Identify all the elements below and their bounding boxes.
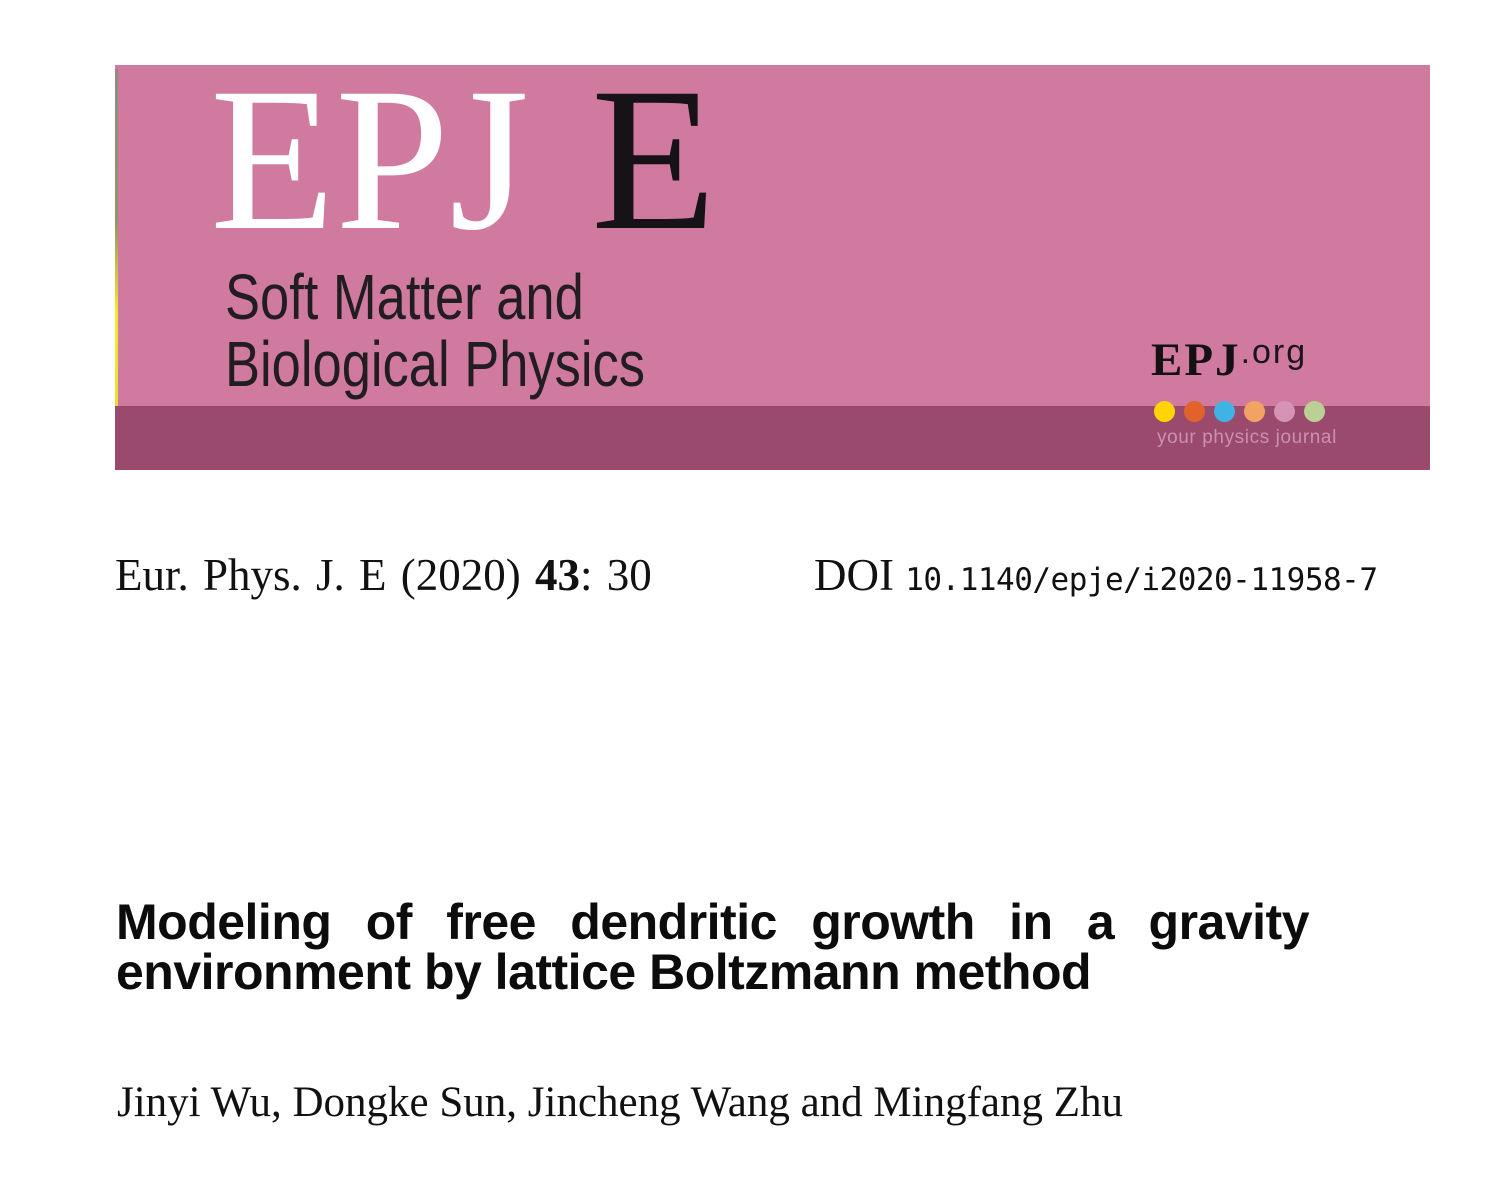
epj-wordmark-series-e: E xyxy=(591,46,717,273)
banner-subtitle xyxy=(225,261,737,400)
epj-org-dot xyxy=(1154,401,1175,422)
banner-subtitle-line1: Soft Matter and xyxy=(225,261,584,333)
doi-value: 10.1140/epje/i2020-11958-7 xyxy=(905,562,1378,598)
citation-volume: 43 xyxy=(535,550,580,600)
epj-org-dots xyxy=(1154,401,1325,422)
epj-wordmark-epj: EPJ xyxy=(210,46,530,273)
banner-subtitle-line2: Biological Physics xyxy=(225,328,646,400)
epj-org-dot xyxy=(1214,401,1235,422)
banner-left-accent-stripe xyxy=(115,69,118,406)
citation-journal: Eur. Phys. J. E (2020) xyxy=(115,550,535,600)
citation-page: : 30 xyxy=(580,550,652,600)
article-title-line2: environment by lattice Boltzmann method xyxy=(116,944,1092,1000)
epj-org-epj-text: EPJ xyxy=(1151,334,1241,386)
epj-org-tagline: your physics journal xyxy=(1157,427,1337,448)
epj-org-dot xyxy=(1184,401,1205,422)
authors-line: Jinyi Wu, Dongke Sun, Jincheng Wang and Mingfang Zhu xyxy=(117,1079,1124,1126)
epj-org-dot xyxy=(1274,401,1295,422)
epj-org-logo xyxy=(1151,333,1307,387)
citation-line xyxy=(115,550,1430,613)
epj-wordmark xyxy=(210,46,717,273)
doi-label: DOI xyxy=(814,550,906,600)
epj-org-dot xyxy=(1244,401,1265,422)
citation-reference xyxy=(115,550,652,600)
doi xyxy=(814,550,1378,600)
epj-org-org-text: .org xyxy=(1240,333,1308,371)
article-title-line1: Modeling of free dendritic growth in a gravity xyxy=(116,894,1309,950)
article-title xyxy=(116,894,1309,1000)
epj-org-dot xyxy=(1304,401,1325,422)
journal-banner xyxy=(115,46,1430,470)
